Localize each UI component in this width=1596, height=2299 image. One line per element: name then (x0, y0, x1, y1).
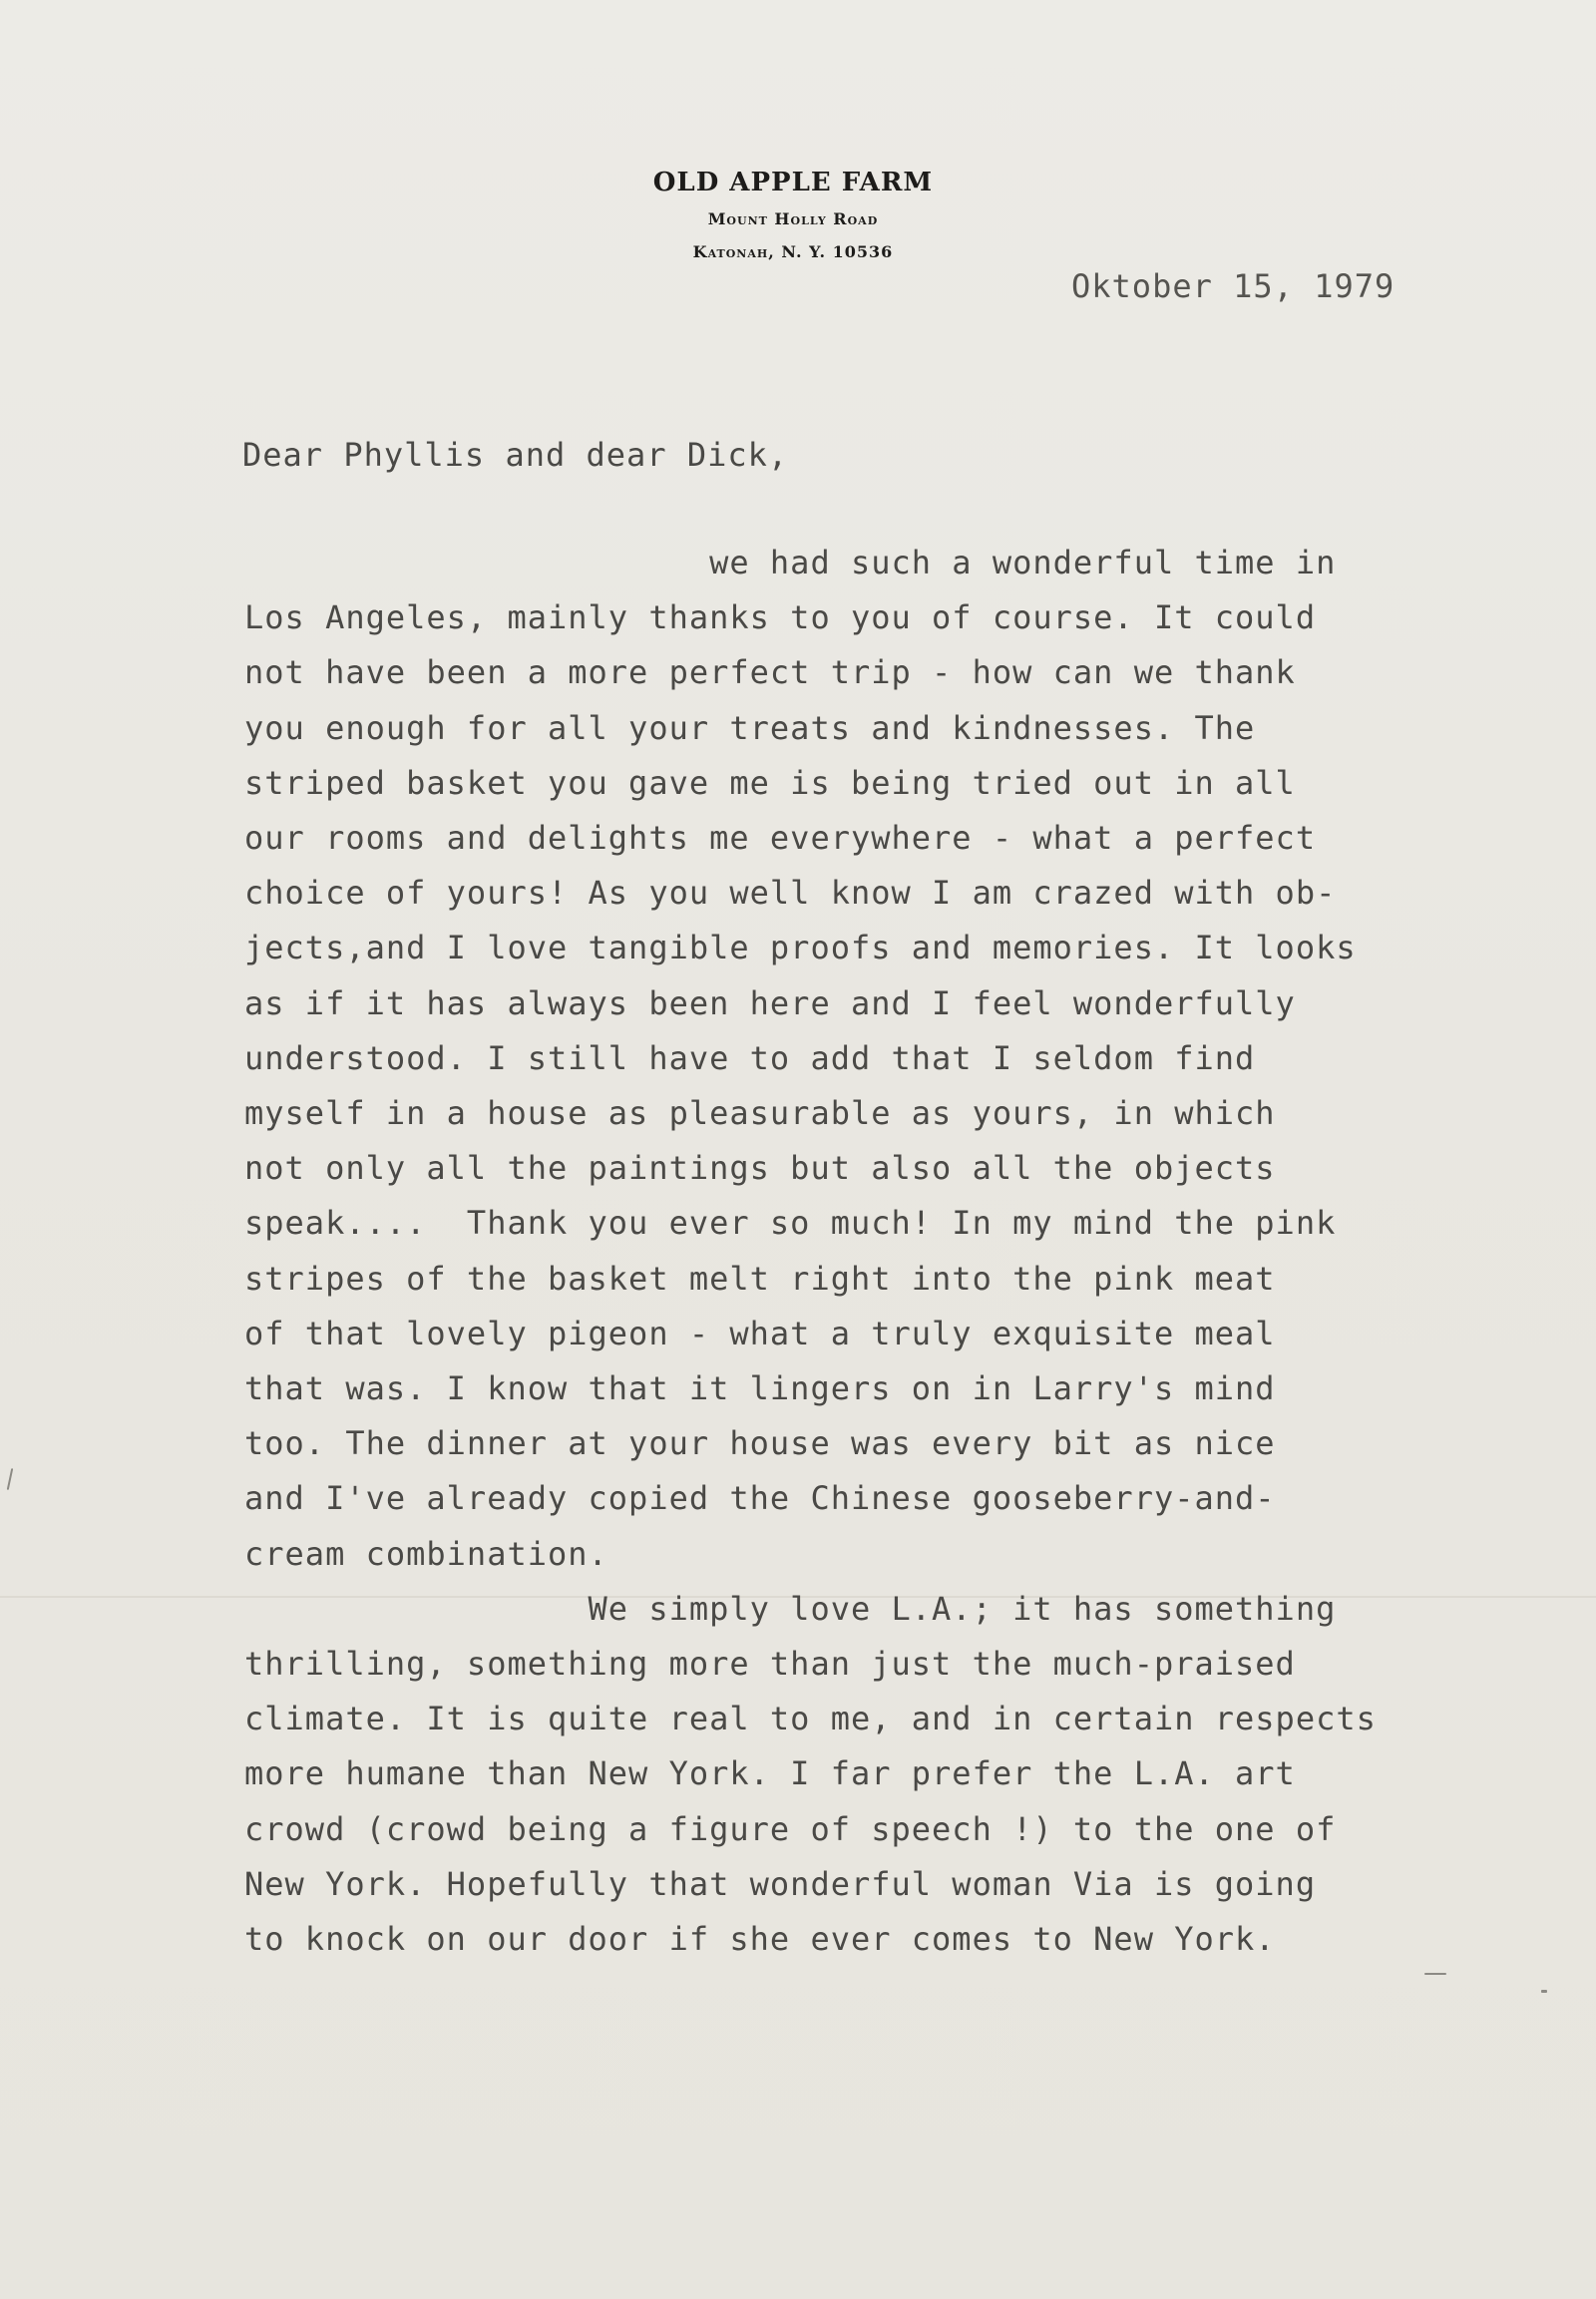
body-line: myself in a house as pleasurable as yours, in which (244, 1094, 1276, 1132)
letter-date: Oktober 15, 1979 (1071, 267, 1396, 305)
body-line: jects,and I love tangible proofs and memories. It looks (244, 929, 1357, 967)
body-line: our rooms and delights me everywhere - what a perfect (244, 819, 1317, 857)
body-line: that was. I know that it lingers on in Larry's mind (244, 1369, 1276, 1407)
body-line: too. The dinner at your house was every bit as nice (244, 1424, 1276, 1463)
body-line: as if it has always been here and I feel wonderfully (244, 983, 1296, 1022)
body-line: striped basket you gave me is being tried out in all (244, 763, 1296, 802)
body-line: choice of yours! As you well know I am crazed with ob- (244, 874, 1337, 913)
body-line: crowd (crowd being a figure of speech !) to the one of (244, 1809, 1337, 1848)
body-line: of that lovely pigeon - what a truly exquisite meal (244, 1314, 1276, 1352)
body-line: stripes of the basket melt right into the pink meat (244, 1259, 1276, 1298)
letterhead-town: Katonah, N. Y. 10536 (692, 242, 894, 261)
body-line: not have been a more perfect trip - how can we thank (244, 653, 1296, 692)
letterhead-road: Mount Holly Road (707, 209, 879, 228)
body-line: more humane than New York. I far prefer the L.A. art (244, 1754, 1296, 1793)
salutation: Dear Phyllis and dear Dick, (242, 436, 789, 474)
margin-mark (7, 1468, 14, 1490)
body-line: you enough for all your treats and kindnesses. The (244, 708, 1256, 747)
stray-mark (1541, 1990, 1547, 1993)
body-line: Los Angeles, mainly thanks to you of course. It could (244, 598, 1317, 637)
stray-mark (1424, 1973, 1446, 1975)
body-line: New York. Hopefully that wonderful woman Via is going (244, 1864, 1317, 1903)
body-line: we had such a wonderful time in (244, 544, 1337, 581)
body-line: and I've already copied the Chinese gooseberry-and- (244, 1479, 1276, 1518)
body-line: We simply love L.A.; it has something (244, 1589, 1337, 1628)
body-line: cream combination. (244, 1534, 608, 1573)
body-line: thrilling, something more than just the much-praised (244, 1645, 1296, 1683)
body-line: speak.... Thank you ever so much! In my mind the pink (244, 1204, 1337, 1243)
body-line: understood. I still have to add that I seldom find (244, 1038, 1256, 1077)
letterhead (559, 168, 1027, 261)
body-line: climate. It is quite real to me, and in certain respects (244, 1700, 1377, 1738)
body-line: not only all the paintings but also all the objects (244, 1149, 1276, 1188)
letterhead-name: OLD APPLE FARM (652, 168, 934, 197)
body-line: to knock on our door if she ever comes to New York. (244, 1920, 1276, 1958)
